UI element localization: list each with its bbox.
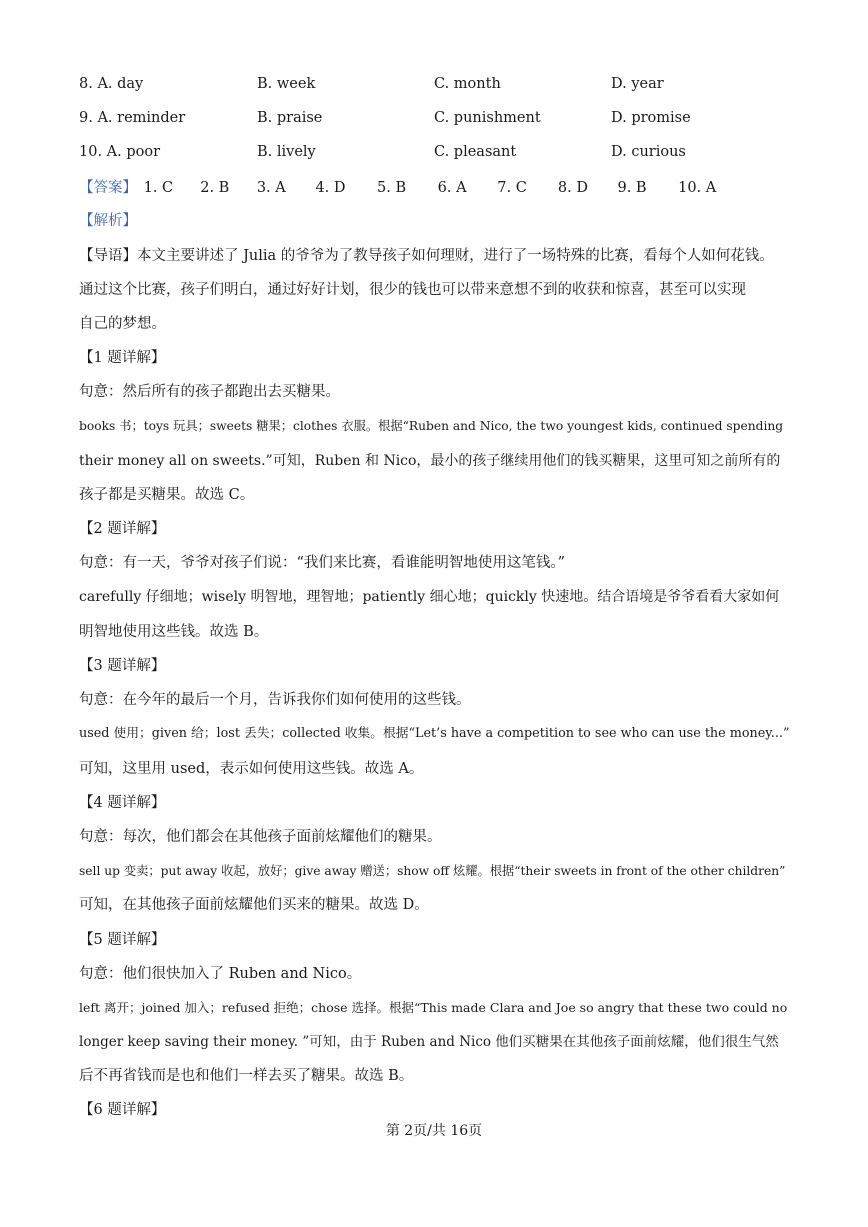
- q3-line: used 使用；given 给；lost 丢失；collected 收集。根据“Let’s have a competition to see who can use the money...”: [79, 726, 790, 741]
- q6-title: 【6 题详解】: [79, 1102, 166, 1118]
- q4-line: 可知，在其他孩子面前炫耀他们买来的糖果。故选 D。: [79, 897, 429, 913]
- answer-item: 7. C: [497, 180, 527, 196]
- answer-item: 4. D: [315, 180, 346, 196]
- q1-line: 句意：然后所有的孩子都跑出去买糖果。: [79, 384, 340, 400]
- answer-item: 10. A: [678, 180, 717, 196]
- option-a: 10. A. poor: [79, 144, 161, 160]
- answer-row: [79, 176, 716, 200]
- q5-line: longer keep saving their money. ”可知，由于 Ruben and Nico 他们买糖果在其他孩子面前炫耀，他们很生气然: [79, 1034, 779, 1050]
- answer-item: 2. B: [200, 180, 230, 196]
- option-row-10: [79, 144, 839, 168]
- q5-line: 句意：他们很快加入了 Ruben and Nico。: [79, 966, 362, 982]
- q1-title: 【1 题详解】: [79, 350, 166, 366]
- q2-line: carefully 仔细地；wisely 明智地，理智地；patiently 细心地；quickly 快速地。结合语境是爷爷看看大家如何: [79, 589, 780, 605]
- option-d: D. curious: [611, 144, 686, 160]
- q2-line: 句意：有一天，爷爷对孩子们说：“我们来比赛，看谁能明智地使用这笔钱。”: [79, 555, 566, 571]
- q3-title: 【3 题详解】: [79, 658, 166, 674]
- analysis-label: 【解析】: [79, 213, 137, 229]
- intro-line: 通过这个比赛，孩子们明白，通过好好计划，很少的钱也可以带来意想不到的收获和惊喜，甚至可以实现: [79, 282, 746, 298]
- option-c: C. pleasant: [434, 144, 517, 160]
- q2-title: 【2 题详解】: [79, 521, 166, 537]
- option-b: B. praise: [257, 110, 323, 126]
- intro-line: 自己的梦想。: [79, 316, 166, 332]
- q1-line: their money all on sweets.”可知，Ruben 和 Nico，最小的孩子继续用他们的钱买糖果，这里可知之前所有的: [79, 453, 781, 469]
- answer-label: 【答案】: [79, 180, 137, 196]
- q3-line: 可知，这里用 used，表示如何使用这些钱。故选 A。: [79, 761, 424, 777]
- q2-line: 明智地使用这些钱。故选 B。: [79, 624, 269, 640]
- answer-item: 9. B: [617, 180, 647, 196]
- option-b: B. lively: [257, 144, 316, 160]
- option-row-8: [79, 76, 839, 100]
- option-a: 8. A. day: [79, 76, 144, 92]
- answer-item: 5. B: [377, 180, 407, 196]
- answer-item: 1. C: [143, 180, 174, 196]
- page-footer: 第 2页/共 16页: [385, 1123, 483, 1139]
- q1-line: 孩子都是买糖果。故选 C。: [79, 487, 255, 503]
- q5-title: 【5 题详解】: [79, 932, 166, 948]
- option-c: C. month: [434, 76, 501, 92]
- option-d: D. promise: [611, 110, 691, 126]
- q4-title: 【4 题详解】: [79, 795, 166, 811]
- q3-line: 句意：在今年的最后一个月，告诉我你们如何使用的这些钱。: [79, 692, 471, 708]
- answer-item: 8. D: [557, 180, 588, 196]
- q4-line: sell up 变卖；put away 收起，放好；give away 赠送；show off 炫耀。根据“their sweets in front of the other children”: [79, 864, 786, 878]
- q4-line: 句意：每次，他们都会在其他孩子面前炫耀他们的糖果。: [79, 829, 442, 845]
- option-c: C. punishment: [434, 110, 541, 126]
- q5-line: left 离开；joined 加入；refused 拒绝；chose 选择。根据“This made Clara and Joe so angry that these two could no: [79, 1000, 788, 1015]
- option-row-9: [79, 110, 839, 134]
- intro-line: 【导语】本文主要讲述了 Julia 的爷爷为了教导孩子如何理财，进行了一场特殊的比赛，看每个人如何花钱。: [79, 248, 774, 264]
- option-b: B. week: [257, 76, 316, 92]
- option-d: D. year: [611, 76, 664, 92]
- q5-line: 后不再省钱而是也和他们一样去买了糖果。故选 B。: [79, 1068, 414, 1084]
- option-a: 9. A. reminder: [79, 110, 186, 126]
- q1-line: books 书；toys 玩具；sweets 糖果；clothes 衣服。根据“Ruben and Nico, the two youngest kids, continued spending: [79, 419, 784, 433]
- answer-item: 3. A: [256, 180, 286, 196]
- answer-item: 6. A: [437, 180, 467, 196]
